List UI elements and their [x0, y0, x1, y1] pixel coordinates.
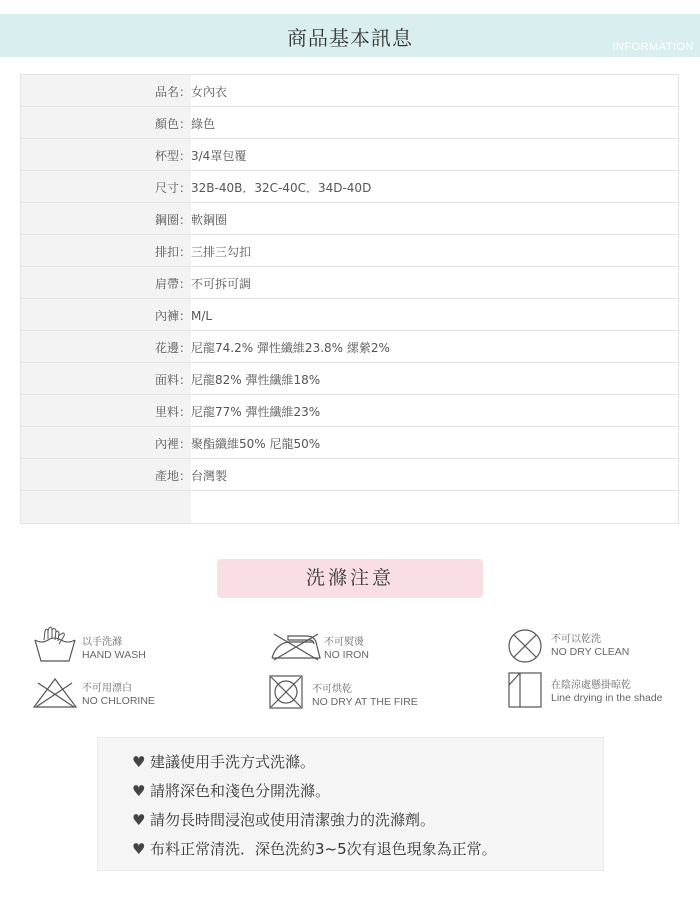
care-en-label: NO CHLORINE [82, 695, 155, 707]
info-row-text: 內褲：M/L [155, 309, 213, 323]
note-text: 布料正常清洗．深色洗約3~5次有退色現象為正常。 [150, 840, 497, 858]
wash-title: 洗滌注意 [217, 559, 483, 598]
info-row [21, 395, 678, 427]
info-row [21, 235, 678, 267]
info-row [21, 299, 678, 331]
wash-notes-box [97, 737, 604, 871]
care-en-label: NO DRY AT THE FIRE [312, 696, 418, 708]
info-row-text: 品名：女內衣 [155, 85, 228, 99]
info-header-title: 商品基本訊息 [287, 26, 413, 50]
care-en-label: HAND WASH [82, 649, 146, 661]
note-item [132, 809, 435, 830]
care-en-label: NO IRON [324, 649, 369, 661]
care-zh-label: 不可用漂白 [82, 683, 132, 694]
info-header-subtitle: INFORMATION [612, 41, 694, 53]
info-row-text: 顏色：綠色 [155, 117, 216, 131]
info-row [21, 267, 678, 299]
care-en-label: Line drying in the shade [551, 692, 663, 704]
no-dry-clean-icon [507, 628, 543, 664]
info-row-text: 面料：尼龍82% 彈性纖維18% [155, 373, 321, 387]
product-info-table [20, 74, 679, 524]
hand-wash-icon [32, 626, 78, 664]
info-row [21, 459, 678, 491]
info-row-text: 產地：台灣製 [155, 469, 228, 483]
info-row [21, 107, 678, 139]
note-item [132, 751, 315, 772]
note-text: 請勿長時間浸泡或使用清潔強力的洗滌劑。 [150, 811, 436, 829]
info-row-text: 排扣：三排三勾扣 [155, 245, 252, 259]
info-row [21, 171, 678, 203]
note-item [132, 838, 497, 859]
no-tumble-dry-icon [268, 674, 304, 710]
info-row-text: 鋼圈：軟鋼圈 [155, 213, 228, 227]
info-row-text: 尺寸：32B-40B．32C-40C．34D-40D [155, 181, 372, 195]
info-row [21, 139, 678, 171]
note-item [132, 780, 330, 801]
care-zh-label: 不可以乾洗 [551, 634, 601, 645]
heart-icon: ♥ [132, 782, 146, 800]
info-row-text: 內裡：聚酯纖維50% 尼龍50% [155, 437, 321, 451]
info-row [21, 203, 678, 235]
heart-icon: ♥ [132, 753, 146, 771]
line-dry-shade-icon [507, 671, 543, 709]
care-en-label: NO DRY CLEAN [551, 646, 630, 658]
heart-icon: ♥ [132, 840, 146, 858]
info-row-text: 肩帶：不可拆可調 [155, 277, 252, 291]
care-zh-label: 不可烘乾 [312, 684, 352, 695]
info-row-text: 花邊：尼龍74.2% 彈性纖維23.8% 縲縈2% [155, 341, 390, 355]
heart-icon: ♥ [132, 811, 146, 829]
info-row-text: 杯型：3/4罩包覆 [155, 149, 247, 163]
care-zh-label: 以手洗滌 [82, 637, 122, 648]
no-chlorine-icon [32, 677, 78, 709]
care-zh-label: 在陰涼處懸掛晾乾 [551, 680, 631, 691]
info-row-empty [21, 491, 678, 523]
info-row [21, 331, 678, 363]
note-text: 建議使用手洗方式洗滌。 [150, 753, 316, 771]
no-iron-icon [270, 630, 322, 662]
info-row [21, 363, 678, 395]
note-text: 請將深色和淺色分開洗滌。 [150, 782, 331, 800]
info-row-text: 里料：尼龍77% 彈性纖維23% [155, 405, 321, 419]
care-zh-label: 不可熨燙 [324, 637, 364, 648]
info-row [21, 427, 678, 459]
info-header [0, 14, 700, 57]
info-row [21, 75, 678, 107]
